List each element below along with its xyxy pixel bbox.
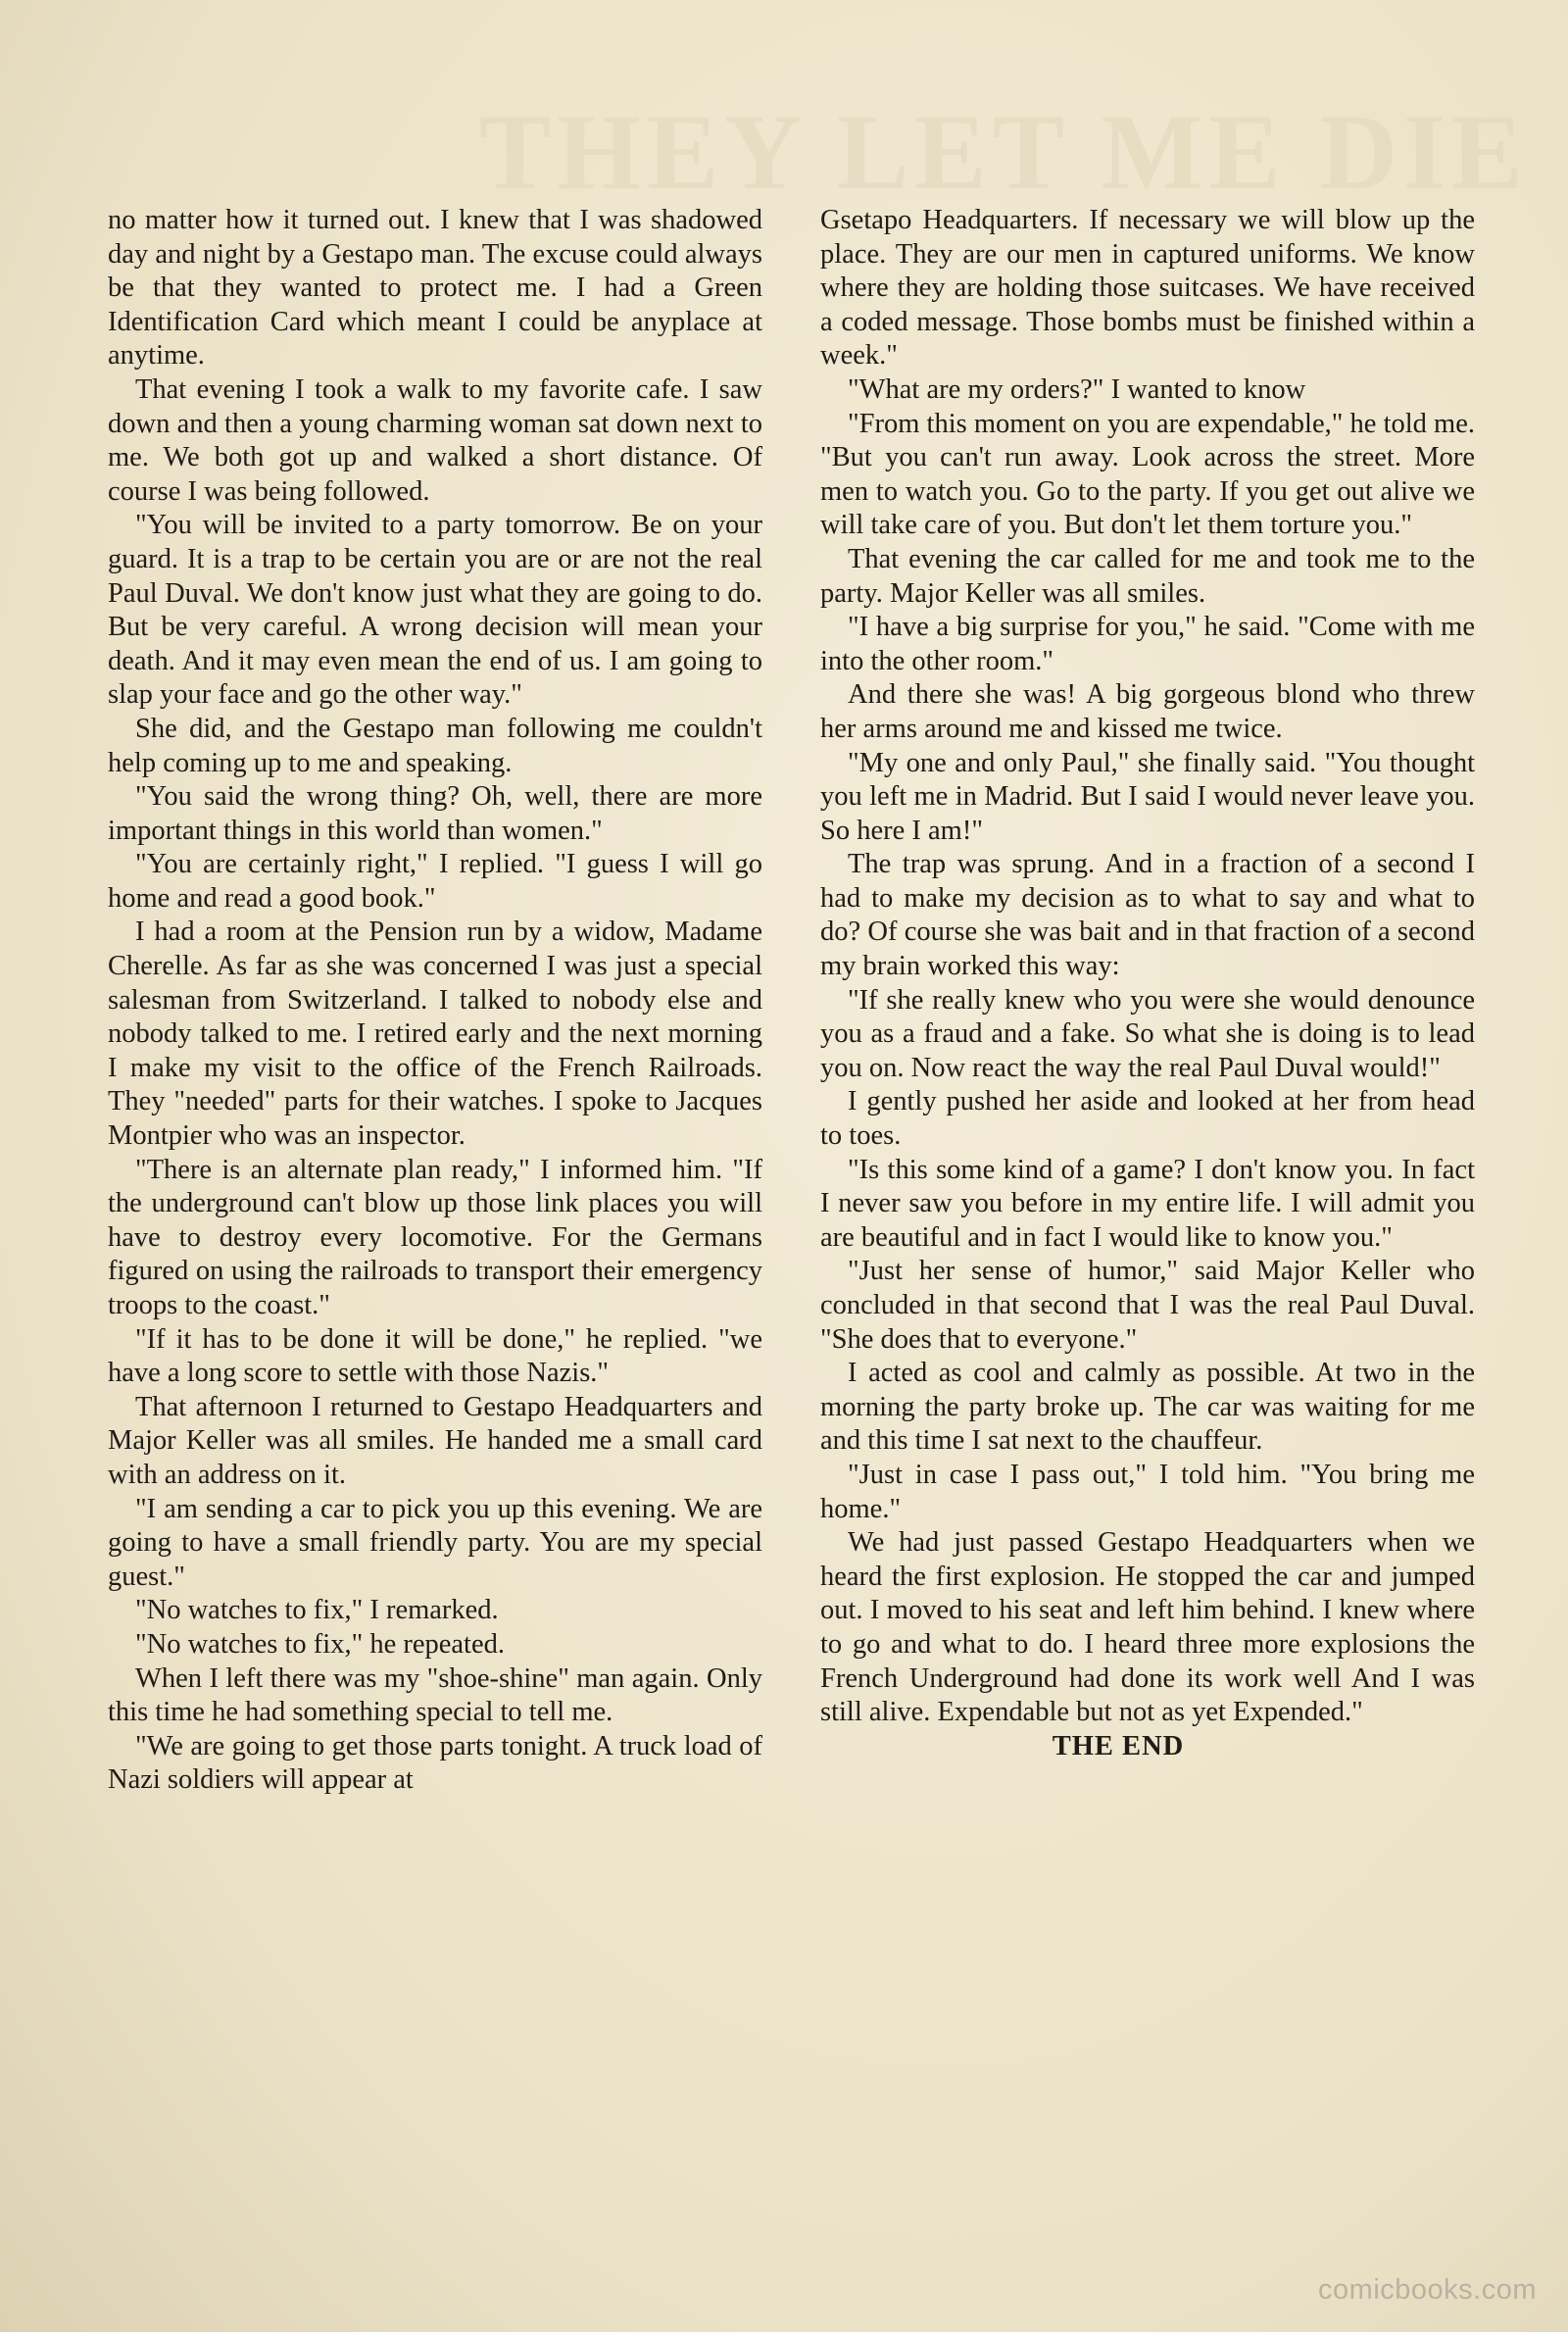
paragraph: "I am sending a car to pick you up this evening. We are going to have a small friendly party. You are my special guest." — [108, 1493, 762, 1592]
paragraph: "Just in case I pass out," I told him. "You bring me home." — [820, 1459, 1475, 1524]
paragraph: "You said the wrong thing? Oh, well, there are more important things in this world than women." — [108, 781, 762, 846]
paragraph: "You will be invited to a party tomorrow. Be on your guard. It is a trap to be certain you are or are not the real Paul Duval. We don't know just what they are going to do. But be very careful. A wrong decision will mean your death. And it may even mean the end of us. I am going to slap your face and go the other way." — [108, 510, 762, 711]
paragraph: I gently pushed her aside and looked at her from head to toes. — [820, 1086, 1475, 1152]
paragraph: "Is this some kind of a game? I don't know you. In fact I never saw you before in my entire life. I will admit you are beautiful and in fact I would like to know you." — [820, 1154, 1475, 1253]
site-watermark: comicbooks.com — [1318, 2274, 1537, 2306]
paragraph: "You are certainly right," I replied. "I guess I will go home and read a good book." — [108, 849, 762, 914]
paragraph: That evening the car called for me and took me to the party. Major Keller was all smiles. — [820, 543, 1475, 609]
paragraph: "If she really knew who you were she would denounce you as a fraud and a fake. So what she is doing is to lead you on. Now react the way the real Paul Duval would!" — [820, 984, 1475, 1083]
paragraph: She did, and the Gestapo man following me couldn't help coming up to me and speaking. — [108, 713, 762, 778]
paragraph: "I have a big surprise for you," he said. "Come with me into the other room." — [820, 612, 1475, 676]
paragraph: When I left there was my "shoe-shine" man again. Only this time he had something special to tell me. — [108, 1662, 762, 1728]
paragraph: "Just her sense of humor," said Major Keller who concluded in that second that I was the real Paul Duval. "She does that to everyone." — [820, 1256, 1475, 1355]
faded-story-title: THEY LET ME DIE — [478, 98, 1529, 206]
paragraph: I acted as cool and calmly as possible. At two in the morning the party broke up. The car was waiting for me and this time I sat next to the chauffeur. — [820, 1358, 1475, 1457]
paragraph: And there she was! A big gorgeous blond who threw her arms around me and kissed me twice. — [820, 679, 1475, 744]
the-end-label: THE END — [1052, 1730, 1185, 1761]
left-text-column — [108, 204, 762, 1798]
paragraph: The trap was sprung. And in a fraction of a second I had to make my decision as to what to say and what to do? Of course she was bait and in that fraction of a second my brain worked this way: — [820, 849, 1475, 982]
paragraph: "What are my orders?" I wanted to know — [848, 373, 1306, 405]
paragraph: I had a room at the Pension run by a widow, Madame Cherelle. As far as she was concerned I was just a special salesman from Switzerland. I talked to nobody else and nobody talked to me. I retired early and the next morning I make my visit to the office of the French Railroads. They "needed" parts for their watches. I spoke to Jacques Montpier who was an inspector. — [108, 917, 762, 1152]
paragraph: "No watches to fix," he repeated. — [135, 1628, 505, 1660]
paragraph: That afternoon I returned to Gestapo Headquarters and Major Keller was all smiles. He handed me a small card with an address on it. — [108, 1391, 762, 1490]
paragraph: "From this moment on you are expendable," he told me. "But you can't run away. Look across the street. More men to watch you. Go to the party. If you get out alive we will take care of you. But don't let them torture you." — [820, 408, 1475, 541]
paragraph: "There is an alternate plan ready," I informed him. "If the underground can't blow up those link places you will have to destroy every locomotive. For the Germans figured on using the railroads to transport their emergency troops to the coast." — [108, 1154, 762, 1320]
paragraph: "If it has to be done it will be done," he replied. "we have a long score to settle with those Nazis." — [108, 1323, 762, 1389]
paragraph: no matter how it turned out. I knew that I was shadowed day and night by a Gestapo man. The excuse could always be that they wanted to protect me. I had a Green Identification Card which meant I could be anyplace at anytime. — [108, 205, 762, 372]
paragraph: Gsetapo Headquarters. If necessary we will blow up the place. They are our men in captured uniforms. We know where they are holding those suitcases. We have received a coded message. Those bombs must be finished within a week." — [820, 205, 1475, 372]
right-text-column — [820, 204, 1475, 1763]
paragraph: That evening I took a walk to my favorite cafe. I saw down and then a young charming woman sat down next to me. We both got up and walked a short distance. Of course I was being followed. — [108, 373, 762, 507]
paragraph: "My one and only Paul," she finally said. "You thought you left me in Madrid. But I said I would never leave you. So here I am!" — [820, 747, 1475, 846]
paragraph: "We are going to get those parts tonight. A truck load of Nazi soldiers will appear at — [108, 1730, 762, 1796]
paragraph: We had just passed Gestapo Headquarters when we heard the first explosion. He stopped the car and jumped out. I moved to his seat and left him behind. I knew where to go and what to do. I heard three more explosions the French Underground had done its work well And I was still alive. Expendable but not as yet Expended." — [820, 1527, 1475, 1728]
paragraph: "No watches to fix," I remarked. — [135, 1595, 499, 1626]
